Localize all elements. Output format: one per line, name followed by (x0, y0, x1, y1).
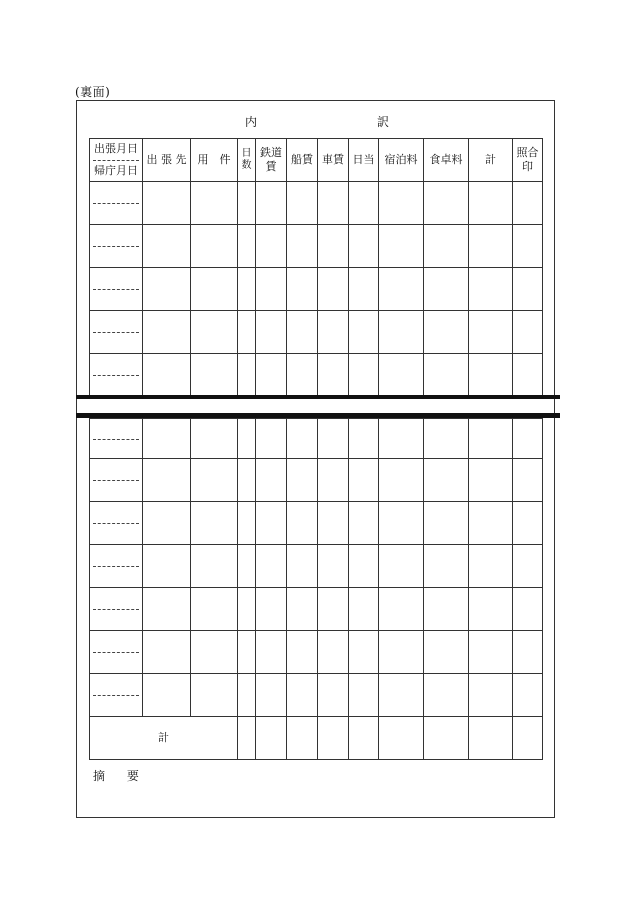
date-divider (93, 523, 139, 524)
lodging-cell[interactable] (379, 225, 424, 268)
date-cell[interactable] (90, 674, 143, 717)
purpose-cell[interactable] (191, 311, 238, 354)
purpose-cell[interactable] (191, 459, 238, 502)
meal-cell[interactable] (424, 225, 469, 268)
destination-cell[interactable] (143, 674, 191, 717)
days-total-cell[interactable] (238, 717, 256, 760)
header-car: 車賃 (318, 139, 349, 182)
destination-cell[interactable] (143, 545, 191, 588)
stamp-cell[interactable] (513, 225, 543, 268)
total-row (90, 717, 543, 760)
daily-cell[interactable] (349, 545, 379, 588)
daily-total-cell[interactable] (349, 717, 379, 760)
destination-cell[interactable] (143, 588, 191, 631)
table-row (90, 225, 543, 268)
date-divider (93, 439, 139, 440)
date-cell[interactable] (90, 545, 143, 588)
rail-cell[interactable] (256, 268, 287, 311)
days-cell[interactable] (238, 588, 256, 631)
ship-cell[interactable] (287, 419, 318, 459)
destination-cell[interactable] (143, 459, 191, 502)
lodging-cell[interactable] (379, 545, 424, 588)
date-cell[interactable] (90, 268, 143, 311)
meal-cell[interactable] (424, 674, 469, 717)
purpose-cell[interactable] (191, 674, 238, 717)
car-cell[interactable] (318, 311, 349, 354)
ship-cell[interactable] (287, 225, 318, 268)
lodging-cell[interactable] (379, 631, 424, 674)
daily-cell[interactable] (349, 674, 379, 717)
ship-cell[interactable] (287, 354, 318, 397)
ship-cell[interactable] (287, 588, 318, 631)
lodging-cell[interactable] (379, 311, 424, 354)
destination-cell[interactable] (143, 225, 191, 268)
total-cell[interactable] (469, 459, 513, 502)
stamp-cell[interactable] (513, 419, 543, 459)
table-row (90, 674, 543, 717)
header-stamp: 照合印 (513, 139, 543, 182)
meal-cell[interactable] (424, 419, 469, 459)
purpose-cell[interactable] (191, 268, 238, 311)
table-row (90, 268, 543, 311)
meal-total-cell[interactable] (424, 717, 469, 760)
car-cell[interactable] (318, 225, 349, 268)
date-cell[interactable] (90, 588, 143, 631)
days-cell[interactable] (238, 419, 256, 459)
rail-cell[interactable] (256, 588, 287, 631)
purpose-cell[interactable] (191, 182, 238, 225)
date-divider (93, 332, 139, 333)
stamp-cell[interactable] (513, 311, 543, 354)
days-cell[interactable] (238, 502, 256, 545)
date-cell[interactable] (90, 311, 143, 354)
car-cell[interactable] (318, 268, 349, 311)
total-cell[interactable] (469, 354, 513, 397)
ship-cell[interactable] (287, 502, 318, 545)
rail-cell[interactable] (256, 354, 287, 397)
table-row (90, 545, 543, 588)
stamp-cell[interactable] (513, 268, 543, 311)
breakdown-table-lower (89, 418, 543, 760)
meal-cell[interactable] (424, 268, 469, 311)
car-cell[interactable] (318, 545, 349, 588)
destination-cell[interactable] (143, 354, 191, 397)
destination-cell[interactable] (143, 268, 191, 311)
table-row (90, 354, 543, 397)
daily-cell[interactable] (349, 419, 379, 459)
days-cell[interactable] (238, 631, 256, 674)
purpose-cell[interactable] (191, 354, 238, 397)
section-break-top (76, 395, 560, 399)
header-ship: 船賃 (287, 139, 318, 182)
total-cell[interactable] (469, 268, 513, 311)
total-cell[interactable] (469, 182, 513, 225)
days-cell[interactable] (238, 545, 256, 588)
header-row (90, 139, 543, 182)
ship-cell[interactable] (287, 631, 318, 674)
date-cell[interactable] (90, 631, 143, 674)
header-lodging: 宿泊料 (379, 139, 424, 182)
rail-cell[interactable] (256, 419, 287, 459)
breakdown-table-upper (89, 138, 543, 397)
date-divider (93, 160, 139, 161)
page-side-label: (裏面) (75, 85, 111, 99)
header-date-return: 帰庁月日 (94, 164, 138, 178)
meal-cell[interactable] (424, 354, 469, 397)
stamp-total-cell[interactable] (513, 717, 543, 760)
date-cell[interactable] (90, 182, 143, 225)
date-divider (93, 566, 139, 567)
meal-cell[interactable] (424, 459, 469, 502)
rail-cell[interactable] (256, 674, 287, 717)
days-cell[interactable] (238, 311, 256, 354)
days-cell[interactable] (238, 674, 256, 717)
rail-cell[interactable] (256, 459, 287, 502)
car-cell[interactable] (318, 182, 349, 225)
ship-cell[interactable] (287, 674, 318, 717)
daily-cell[interactable] (349, 225, 379, 268)
total-row-label: 計 (90, 717, 238, 760)
header-total: 計 (469, 139, 513, 182)
rail-total-cell[interactable] (256, 717, 287, 760)
table-row (90, 182, 543, 225)
date-divider (93, 695, 139, 696)
total-cell[interactable] (469, 419, 513, 459)
date-divider (93, 609, 139, 610)
car-cell[interactable] (318, 502, 349, 545)
ship-total-cell[interactable] (287, 717, 318, 760)
rail-cell[interactable] (256, 631, 287, 674)
date-cell[interactable] (90, 419, 143, 459)
stamp-cell[interactable] (513, 545, 543, 588)
total-cell[interactable] (469, 502, 513, 545)
lodging-cell[interactable] (379, 268, 424, 311)
date-cell[interactable] (90, 459, 143, 502)
header-daily: 日当 (349, 139, 379, 182)
lodging-total-cell[interactable] (379, 717, 424, 760)
total-cell[interactable] (469, 225, 513, 268)
lodging-cell[interactable] (379, 419, 424, 459)
date-divider (93, 375, 139, 376)
table-row (90, 631, 543, 674)
meal-cell[interactable] (424, 631, 469, 674)
daily-cell[interactable] (349, 268, 379, 311)
car-cell[interactable] (318, 354, 349, 397)
destination-cell[interactable] (143, 311, 191, 354)
header-rail: 鉄道賃 (256, 139, 287, 182)
destination-cell[interactable] (143, 419, 191, 459)
total-cell[interactable] (469, 631, 513, 674)
table-row (90, 502, 543, 545)
days-cell[interactable] (238, 459, 256, 502)
purpose-cell[interactable] (191, 588, 238, 631)
date-cell[interactable] (90, 225, 143, 268)
header-days: 日数 (238, 139, 256, 182)
total-cell[interactable] (469, 311, 513, 354)
meal-cell[interactable] (424, 502, 469, 545)
total-cell[interactable] (469, 545, 513, 588)
lodging-cell[interactable] (379, 459, 424, 502)
purpose-cell[interactable] (191, 545, 238, 588)
stamp-cell[interactable] (513, 502, 543, 545)
car-cell[interactable] (318, 674, 349, 717)
table-row (90, 459, 543, 502)
stamp-cell[interactable] (513, 588, 543, 631)
lodging-cell[interactable] (379, 588, 424, 631)
car-cell[interactable] (318, 459, 349, 502)
meal-cell[interactable] (424, 545, 469, 588)
car-cell[interactable] (318, 631, 349, 674)
header-purpose: 用 件 (191, 139, 238, 182)
days-cell[interactable] (238, 354, 256, 397)
ship-cell[interactable] (287, 545, 318, 588)
date-divider (93, 289, 139, 290)
form-title-left: 内 (245, 115, 258, 129)
car-cell[interactable] (318, 588, 349, 631)
date-divider (93, 246, 139, 247)
car-cell[interactable] (318, 419, 349, 459)
lodging-cell[interactable] (379, 354, 424, 397)
rail-cell[interactable] (256, 311, 287, 354)
destination-cell[interactable] (143, 631, 191, 674)
header-meal: 食卓料 (424, 139, 469, 182)
ship-cell[interactable] (287, 459, 318, 502)
total-cell[interactable] (469, 588, 513, 631)
table-row (90, 311, 543, 354)
form-title-right: 訳 (377, 115, 390, 129)
stamp-cell[interactable] (513, 674, 543, 717)
total-cell[interactable] (469, 674, 513, 717)
date-cell[interactable] (90, 354, 143, 397)
days-cell[interactable] (238, 268, 256, 311)
stamp-cell[interactable] (513, 631, 543, 674)
rail-cell[interactable] (256, 502, 287, 545)
lodging-cell[interactable] (379, 502, 424, 545)
rail-cell[interactable] (256, 225, 287, 268)
table-row (90, 588, 543, 631)
summary-label: 摘 要 (93, 769, 148, 783)
purpose-cell[interactable] (191, 502, 238, 545)
car-total-cell[interactable] (318, 717, 349, 760)
ship-cell[interactable] (287, 311, 318, 354)
table-row (90, 419, 543, 459)
meal-cell[interactable] (424, 182, 469, 225)
destination-cell[interactable] (143, 182, 191, 225)
lodging-cell[interactable] (379, 182, 424, 225)
meal-cell[interactable] (424, 588, 469, 631)
ship-cell[interactable] (287, 268, 318, 311)
destination-cell[interactable] (143, 502, 191, 545)
daily-cell[interactable] (349, 588, 379, 631)
header-date-depart: 出張月日 (94, 142, 138, 155)
header-destination: 出 張 先 (143, 139, 191, 182)
meal-cell[interactable] (424, 311, 469, 354)
date-cell[interactable] (90, 502, 143, 545)
rail-cell[interactable] (256, 182, 287, 225)
rail-cell[interactable] (256, 545, 287, 588)
stamp-cell[interactable] (513, 354, 543, 397)
days-cell[interactable] (238, 182, 256, 225)
stamp-cell[interactable] (513, 459, 543, 502)
daily-cell[interactable] (349, 502, 379, 545)
purpose-cell[interactable] (191, 631, 238, 674)
daily-cell[interactable] (349, 354, 379, 397)
date-divider (93, 652, 139, 653)
header-date (90, 139, 143, 182)
grand-total-cell[interactable] (469, 717, 513, 760)
date-divider (93, 480, 139, 481)
daily-cell[interactable] (349, 631, 379, 674)
daily-cell[interactable] (349, 182, 379, 225)
purpose-cell[interactable] (191, 225, 238, 268)
days-cell[interactable] (238, 225, 256, 268)
lodging-cell[interactable] (379, 674, 424, 717)
stamp-cell[interactable] (513, 182, 543, 225)
purpose-cell[interactable] (191, 419, 238, 459)
daily-cell[interactable] (349, 459, 379, 502)
date-divider (93, 203, 139, 204)
daily-cell[interactable] (349, 311, 379, 354)
ship-cell[interactable] (287, 182, 318, 225)
